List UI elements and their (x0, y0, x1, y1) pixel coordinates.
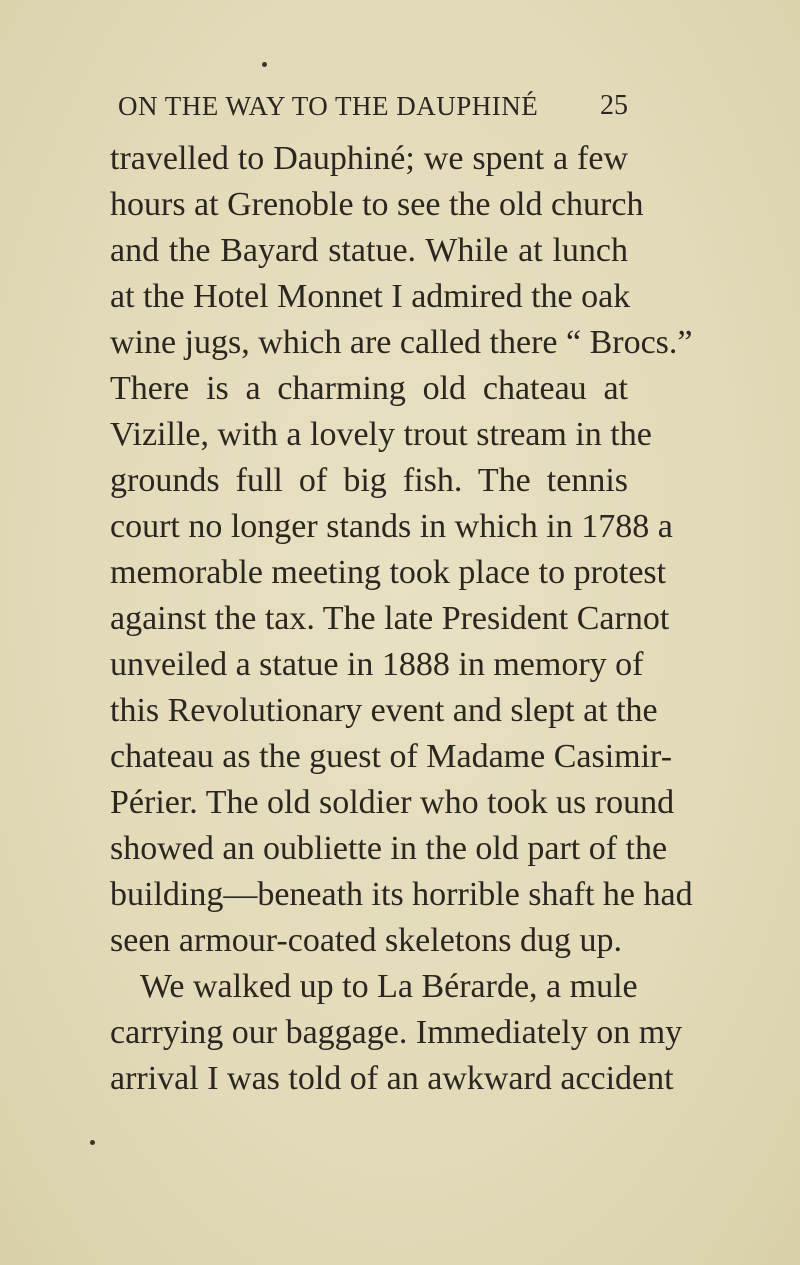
text-line: unveiled a statue in 1888 in memory of (110, 646, 644, 683)
ink-speck (262, 62, 267, 67)
ink-speck (90, 1140, 95, 1145)
text-line: building—beneath its horrible shaft he had (110, 876, 693, 913)
running-title: ON THE WAY TO THE DAUPHINÉ (118, 91, 539, 121)
text-line: Périer. The old soldier who took us round (110, 784, 675, 821)
text-line: chateau as the guest of Madame Casimir- (110, 738, 673, 775)
text-line: carrying our baggage. Immediately on my (110, 1014, 683, 1051)
text-line: travelled to Dauphiné; we spent a few (110, 140, 628, 177)
text-line: showed an oubliette in the old part of the (110, 830, 668, 867)
text-line: and the Bayard statue. While at lunch (110, 232, 628, 269)
text-line: wine jugs, which are called there “ Brocs.” (110, 324, 693, 361)
text-line: seen armour-coated skeletons dug up. (110, 922, 622, 959)
text-line: at the Hotel Monnet I admired the oak (110, 278, 631, 315)
page-number: 25 (600, 90, 628, 121)
text-line: arrival I was told of an awkward accident (110, 1060, 674, 1097)
body-text (110, 136, 693, 1102)
text-line: memorable meeting took place to protest (110, 554, 667, 591)
text-line: against the tax. The late President Carnot (110, 600, 670, 637)
text-line: Vizille, with a lovely trout stream in the (110, 416, 652, 453)
text-line: court no longer stands in which in 1788 a (110, 508, 673, 545)
running-head (118, 88, 628, 124)
text-line: There is a charming old chateau at (110, 370, 628, 407)
text-line: hours at Grenoble to see the old church (110, 186, 644, 223)
text-line: this Revolutionary event and slept at the (110, 692, 658, 729)
text-line-paragraph-start: We walked up to La Bérarde, a mule (140, 968, 638, 1005)
text-line: grounds full of big fish. The tennis (110, 462, 628, 499)
